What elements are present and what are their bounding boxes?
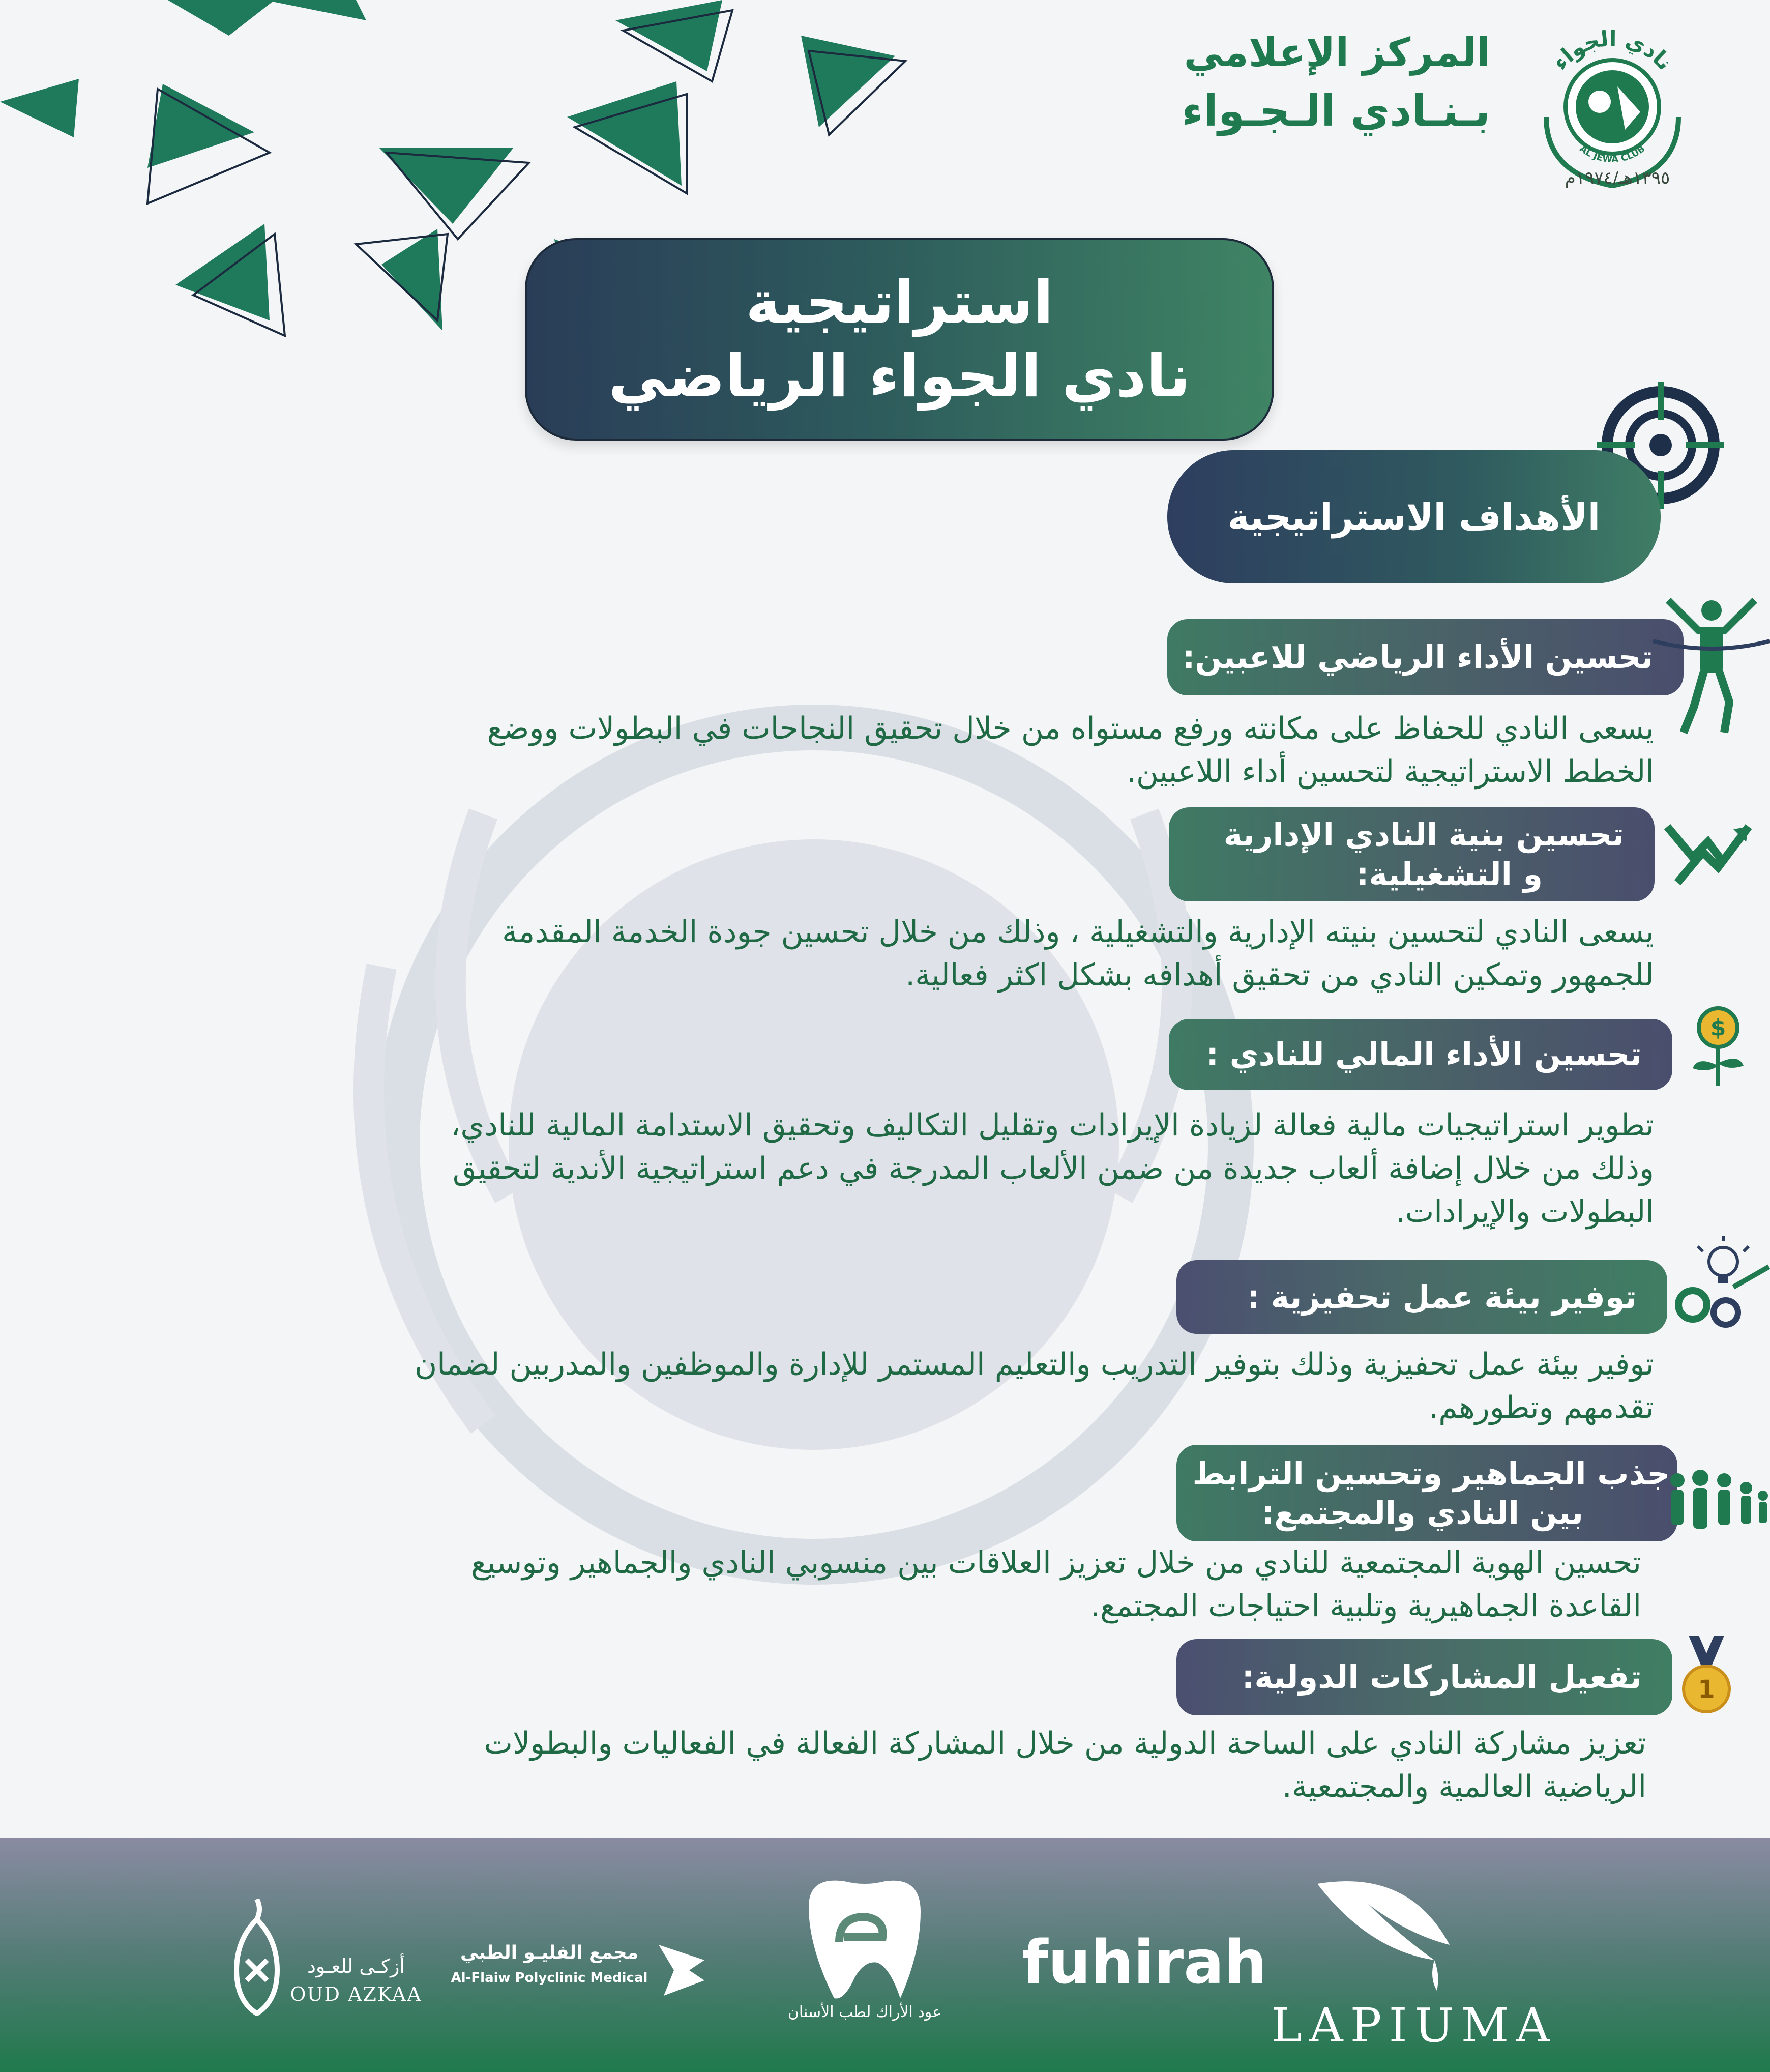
section-body-work-environment — [103, 1343, 1654, 1429]
media-center-line1: المركز الإعلامي — [1184, 30, 1490, 76]
oud-azkaa-arabic-name: أزكـى للعـود — [307, 1955, 405, 1977]
section-heading-admin-structure — [1169, 807, 1655, 901]
body-line: تقدمهم وتطورهم. — [1429, 1390, 1654, 1426]
section-body-admin-structure — [103, 911, 1654, 997]
section-body-international — [95, 1722, 1646, 1808]
body-line: يسعى النادي للحفاظ على مكانته ورفع مستواه من خلال تحقيق النجاحات في البطولات ووضع — [487, 711, 1654, 746]
alflaiw-arabic-name: مجمع الفليـو الطبي — [460, 1942, 639, 1963]
body-line: تحسين الهوية المجتمعية للنادي من خلال تعزيز العلاقات بين منسوبي النادي والجماهير وتوسيع — [470, 1545, 1641, 1581]
alflaiw-logo-icon — [654, 1940, 710, 2001]
section-heading-sports-performance: تحسين الأداء الرياضي للاعبين: — [1167, 619, 1684, 695]
media-center-line2: بـنـادي الـجـواء — [1182, 85, 1490, 136]
body-line: البطولات والإيرادات. — [1395, 1194, 1654, 1230]
body-line: تطوير استراتيجيات مالية فعالة لزيادة الإيرادات وتقليل التكاليف وتحقيق الاستدامة المالية للنادي، — [451, 1107, 1654, 1143]
medal-icon — [1678, 1636, 1734, 1717]
dental-clinic-name: عود الأراك لطب الأسنان — [787, 2003, 942, 2021]
fuhirah-logo-text: fuhirah — [1022, 1927, 1267, 1997]
heading-line: بين النادي والمجتمع: — [1261, 1494, 1583, 1531]
body-line: تعزيز مشاركة النادي على الساحة الدولية من خلال المشاركة الفعالة في الفعاليات والبطولات — [484, 1726, 1646, 1761]
body-line: للجمهور وتمكين النادي من تحقيق أهدافه بشكل اكثر فعالية. — [905, 957, 1654, 994]
strategic-goals-heading: الأهداف الاستراتيجية — [1167, 450, 1661, 583]
oud-azkaa-english-name: OUD AZKAA — [290, 1983, 422, 2005]
media-center-title — [1032, 31, 1490, 135]
logo-arabic-name: نادي الجواء — [1547, 25, 1678, 75]
body-line: توفير بيئة عمل تحفيزية وذلك بتوفير التدريب والتعليم المستمر للإدارة والموظفين والمدربين لضمان — [415, 1347, 1654, 1382]
trend-arrows-icon — [1662, 811, 1754, 888]
logo-year: ١٣٩٥هـ/١٩٧٤م — [1565, 168, 1670, 188]
body-line: يسعى النادي لتحسين بنيته الإدارية والتشغيلية ، وذلك من خلال تحسين جودة الخدمة المقدمة — [501, 914, 1654, 950]
runner-finish-icon — [1653, 590, 1770, 738]
crowd-icon — [1662, 1465, 1770, 1531]
svg-text:$: $ — [1710, 1015, 1726, 1041]
alflaiw-english-name: Al-Flaiw Polyclinic Medical — [451, 1970, 648, 1986]
section-body-community — [90, 1541, 1641, 1628]
heading-line: جذب الجماهير وتحسين الترابط — [1192, 1454, 1670, 1492]
section-heading-community — [1176, 1445, 1677, 1541]
section-heading-work-environment: توفير بيئة عمل تحفيزية : — [1176, 1260, 1667, 1334]
body-line: وذلك من خلال إضافة ألعاب جديدة من ضمن الألعاب المدرجة في دعم استراتيجية الأندية لتحقيق — [452, 1151, 1654, 1187]
section-body-financial — [103, 1104, 1654, 1234]
section-heading-financial: تحسين الأداء المالي للنادي : — [1169, 1019, 1672, 1090]
strategy-title-box — [525, 238, 1274, 441]
sponsors-footer — [0, 1838, 1770, 2072]
body-line: الخطط الاستراتيجية لتحسين أداء اللاعبين. — [1126, 754, 1654, 790]
money-plant-icon — [1677, 1005, 1759, 1091]
gears-bulb-icon — [1672, 1236, 1770, 1333]
lapiuma-logo-text: LAPIUMA — [1271, 1998, 1557, 2053]
logo-english-name: AL JEWA CLUB — [1577, 143, 1647, 165]
section-heading-international: تفعيل المشاركات الدولية: — [1176, 1639, 1672, 1715]
body-line: القاعدة الجماهيرية وتلبية احتياجات المجتمع. — [1090, 1588, 1641, 1624]
body-line: الرياضية العالمية والمجتمعية. — [1282, 1769, 1646, 1805]
oud-azkaa-logo-icon — [226, 1899, 287, 2016]
title-line2: نادي الجواء الرياضي — [608, 342, 1191, 411]
tooth-icon — [788, 1876, 941, 2003]
heading-line: و التشغيلية: — [1356, 855, 1543, 893]
medal-number: 1 — [1698, 1675, 1715, 1704]
title-line1: استراتيجية — [745, 268, 1054, 337]
feather-icon — [1307, 1874, 1460, 2001]
heading-line: تحسين بنية النادي الإدارية — [1223, 816, 1624, 853]
section-body-sports-performance — [103, 707, 1654, 794]
